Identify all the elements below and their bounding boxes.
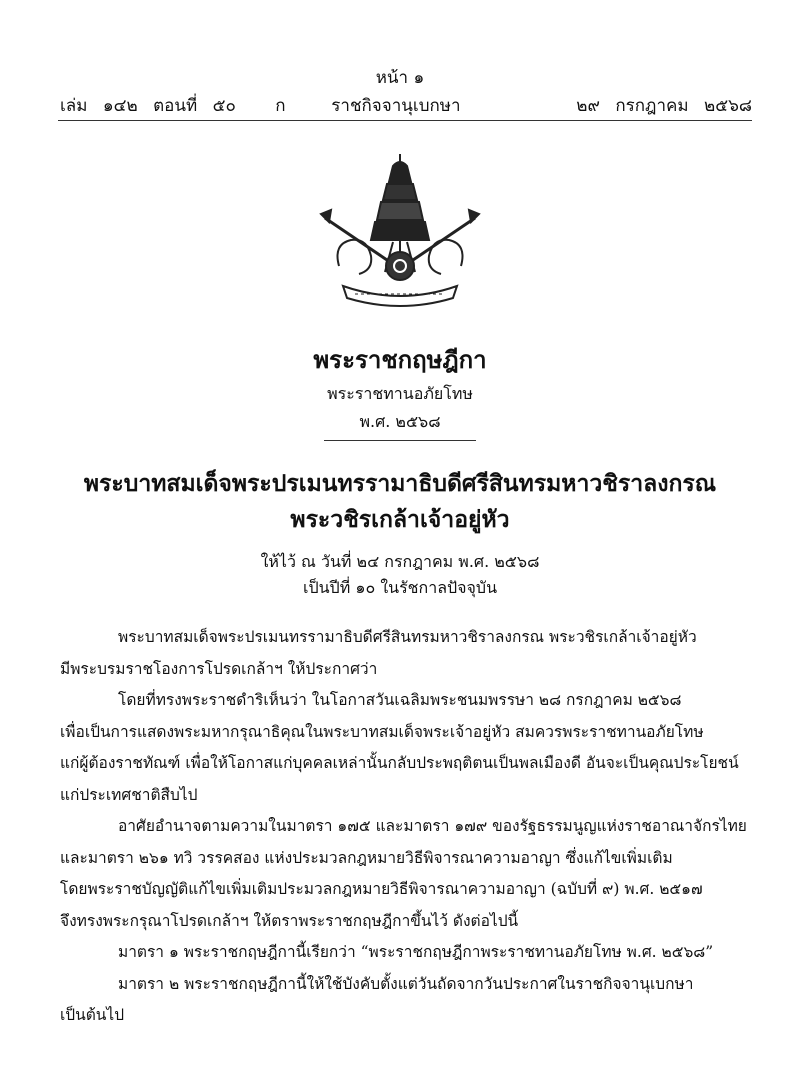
page-number: หน้า ๑ bbox=[375, 68, 425, 88]
text-line: อาศัยอำนาจตามความในมาตรา ๑๗๕ และมาตรา ๑๗๙ ของรัฐธรรมนูญแห่งราชอาณาจักรไทย bbox=[118, 817, 747, 835]
volume-issue bbox=[60, 92, 286, 119]
decree-year: พ.ศ. ๒๕๖๘ bbox=[359, 412, 441, 431]
header-divider bbox=[58, 120, 752, 121]
section-1 bbox=[60, 937, 752, 969]
gazette-header bbox=[60, 92, 752, 119]
text-line: พระบาทสมเด็จพระปรเมนทรรามาธิบดีศรีสินทรมหาวชิราลงกรณ พระวชิรเกล้าเจ้าอยู่หัว bbox=[118, 628, 697, 646]
text-line: โดยที่ทรงพระราชดำริเห็นว่า ในโอกาสวันเฉลิมพระชนมพรรษา ๒๘ กรกฎาคม ๒๕๖๘ bbox=[118, 691, 682, 709]
issue-label: ตอนที่ bbox=[153, 96, 198, 116]
text-line: มาตรา ๒ พระราชกฤษฎีกานี้ให้ใช้บังคับตั้งแต่วันถัดจากวันประกาศในราชกิจจานุเบกษา bbox=[118, 974, 694, 993]
title-divider bbox=[324, 440, 476, 441]
king-name-line1: พระบาทสมเด็จพระปรเมนทรรามาธิบดีศรีสินทรมหาวชิราลงกรณ bbox=[83, 470, 717, 497]
date-day: ๒๙ bbox=[576, 96, 600, 116]
reign-year: เป็นปีที่ ๑๐ ในรัชกาลปัจจุบัน bbox=[302, 578, 498, 597]
text-line: มีพระบรมราชโองการโปรดเกล้าฯ ให้ประกาศว่า bbox=[60, 659, 378, 678]
issue-number: ๕๐ bbox=[212, 96, 236, 116]
paragraph-reason bbox=[60, 685, 752, 811]
text-line: แก่ประเทศชาติสืบไป bbox=[60, 785, 198, 804]
text-line: เพื่อเป็นการแสดงพระมหากรุณาธิคุณในพระบาทสมเด็จพระเจ้าอยู่หัว สมควรพระราชทานอภัยโทษ bbox=[60, 722, 704, 741]
volume-number: ๑๔๒ bbox=[102, 96, 138, 116]
king-name bbox=[0, 466, 800, 538]
date-month: กรกฎาคม bbox=[615, 96, 689, 116]
date-year: ๒๕๖๘ bbox=[704, 96, 752, 116]
publication-date bbox=[566, 92, 752, 119]
text-line: โดยพระราชบัญญัติแก้ไขเพิ่มเติมประมวลกฎหมายวิธีพิจารณาความอาญา (ฉบับที่ ๙) พ.ศ. ๒๕๑๗ bbox=[60, 880, 703, 898]
decree-title: พระราชกฤษฎีกา bbox=[313, 345, 487, 374]
text-line: แก่ผู้ต้องราชทัณฑ์ เพื่อให้โอกาสแก่บุคคลเหล่านั้นกลับประพฤติตนเป็นพลเมืองดี อันจะเป็นคุณประโยชน์ bbox=[60, 754, 739, 772]
text-line: เป็นต้นไป bbox=[60, 1006, 125, 1024]
decree-subtitle: พระราชทานอภัยโทษ bbox=[327, 384, 473, 403]
royal-emblem-icon bbox=[315, 148, 485, 308]
paragraph-preamble bbox=[60, 622, 752, 685]
gazette-name: ราชกิจจานุเบกษา bbox=[331, 96, 461, 116]
king-name-line2: พระวชิรเกล้าเจ้าอยู่หัว bbox=[290, 506, 510, 533]
volume-label: เล่ม bbox=[60, 96, 88, 116]
decree-body bbox=[60, 622, 752, 1032]
text-line: มาตรา ๑ พระราชกฤษฎีกานี้เรียกว่า “พระราชกฤษฎีกาพระราชทานอภัยโทษ พ.ศ. ๒๕๖๘” bbox=[118, 943, 714, 961]
paragraph-authority bbox=[60, 811, 752, 937]
section-2 bbox=[60, 969, 752, 1032]
text-line: จึงทรงพระกรุณาโปรดเกล้าฯ ให้ตราพระราชกฤษฎีกาขึ้นไว้ ดังต่อไปนี้ bbox=[60, 911, 519, 930]
text-line: และมาตรา ๒๖๑ ทวิ วรรคสอง แห่งประมวลกฎหมายวิธีพิจารณาความอาญา ซึ่งแก้ไขเพิ่มเติม bbox=[60, 848, 673, 867]
section-letter: ก bbox=[275, 96, 286, 116]
given-date: ให้ไว้ ณ วันที่ ๒๔ กรกฎาคม พ.ศ. ๒๕๖๘ bbox=[260, 552, 540, 571]
